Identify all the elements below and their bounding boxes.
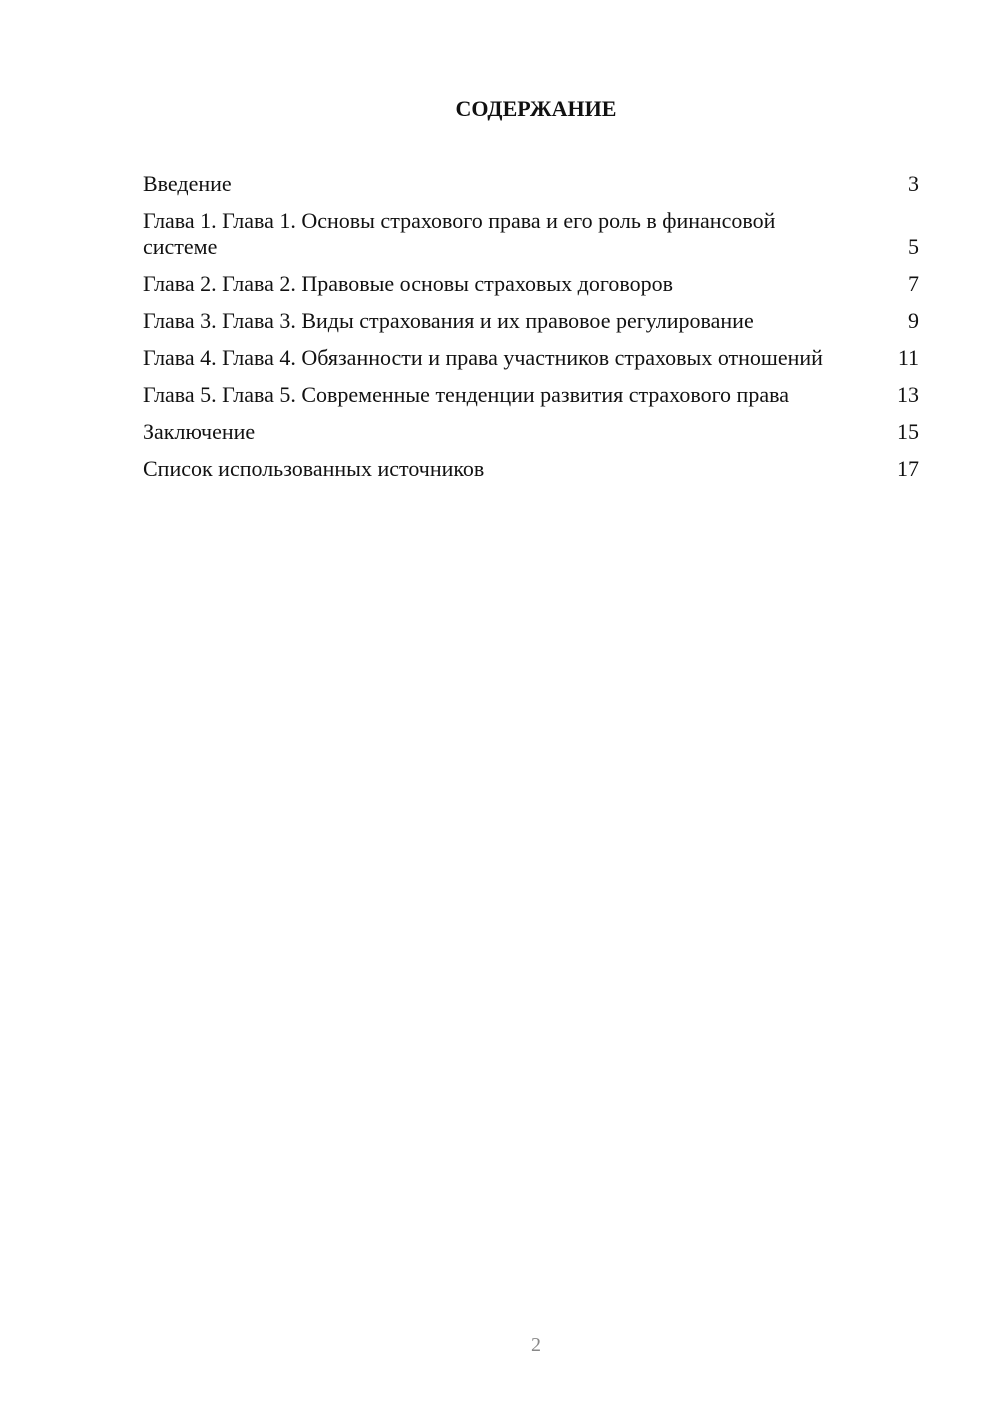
toc-entry-chapter-1 [143, 208, 919, 260]
toc-entry-chapter-5 [143, 382, 919, 408]
toc-entry-label: Глава 5. Глава 5. Современные тенденции развития страхового права [143, 382, 789, 407]
page-number: 2 [531, 1334, 541, 1356]
toc-entry-page: 5 [908, 234, 919, 259]
toc-entry-label: Заключение [143, 419, 256, 444]
toc-entry-references [143, 456, 919, 482]
toc-entry-page: 3 [908, 171, 919, 196]
toc-entry-page: 7 [908, 271, 919, 296]
toc-entry-page: 9 [908, 308, 919, 333]
toc-entry-label: Введение [143, 171, 232, 196]
toc-entry-introduction [143, 171, 919, 197]
toc-entry-chapter-4 [143, 345, 919, 371]
toc-entry-label: Глава 3. Глава 3. Виды страхования и их правовое регулирование [143, 308, 754, 333]
toc-entry-label: Список использованных источников [143, 456, 485, 481]
toc-entry-page: 11 [897, 345, 919, 370]
toc-entry-page: 15 [897, 419, 919, 444]
page-title: СОДЕРЖАНИЕ [455, 96, 617, 121]
toc-entry-chapter-3 [143, 308, 919, 334]
toc-entry-label: Глава 1. Глава 1. Основы страхового права и его роль в финансовой системе [143, 208, 776, 259]
table-of-contents [143, 171, 919, 493]
toc-entry-page: 17 [897, 456, 919, 481]
toc-entry-page: 13 [897, 382, 919, 407]
toc-entry-chapter-2 [143, 271, 919, 297]
toc-entry-conclusion [143, 419, 919, 445]
toc-entry-label: Глава 4. Глава 4. Обязанности и права участников страховых отношений [143, 345, 823, 370]
toc-entry-label: Глава 2. Глава 2. Правовые основы страховых договоров [143, 271, 673, 296]
